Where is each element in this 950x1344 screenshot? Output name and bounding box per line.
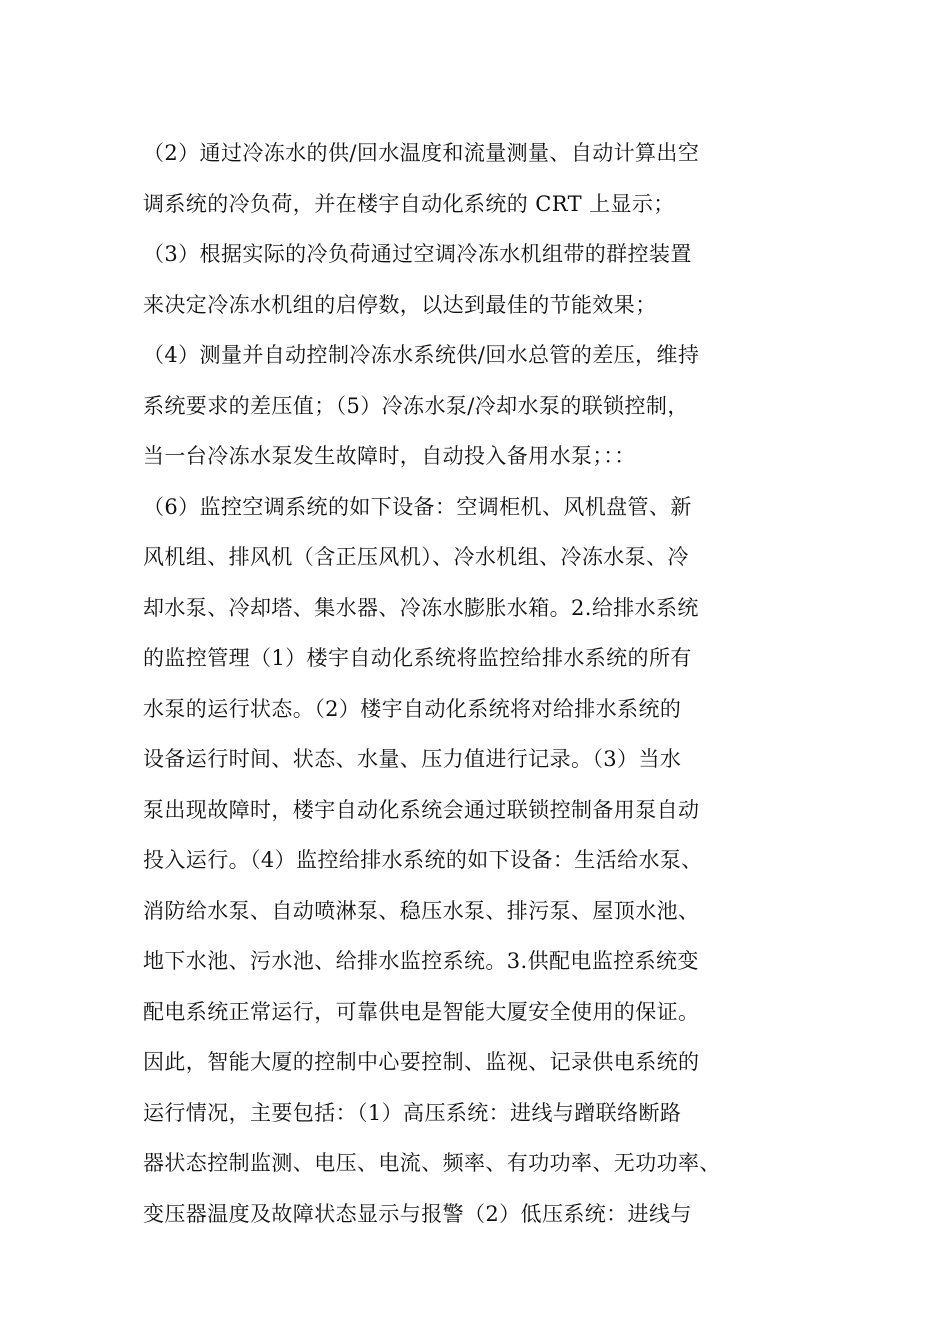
text-line: 设备运行时间、状态、水量、压力值进行记录。（3）当水 xyxy=(143,747,682,771)
text-line: 配电系统正常运行，可靠供电是智能大厦安全使用的保证。 xyxy=(143,999,700,1024)
text-line: 调系统的冷负荷，并在楼宇自动化系统的 CRT 上显示； xyxy=(143,191,675,216)
text-line: 的监控管理（1）楼宇自动化系统将监控给排水系统的所有 xyxy=(143,646,692,670)
text-line: 消防给水泵、自动喷淋泵、稳压水泵、排污泵、屋顶水池、 xyxy=(143,898,700,923)
text-line: （4）测量并自动控制冷冻水系统供/回水总管的差压，维持 xyxy=(143,343,700,367)
text-line: 运行情况，主要包括：（1）高压系统：进线与蹭联络断路 xyxy=(143,1100,682,1125)
text-line: 当一台冷冻水泵发生故障时，自动投入备用水泵；：： xyxy=(143,444,636,468)
text-line: 变压器温度及故障状态显示与报警（2）低压系统：进线与 xyxy=(143,1201,692,1226)
text-line: 却水泵、冷却塔、集水器、冷冻水膨胀水箱。2.给排水系统 xyxy=(143,595,699,620)
text-line: 器状态控制监测、电压、电流、频率、有功功率、无功功率、 xyxy=(143,1151,721,1175)
body-text xyxy=(143,128,833,1239)
text-line: 地下水池、污水池、给排水监控系统。3.供配电监控系统变 xyxy=(143,949,699,973)
text-line: （6）监控空调系统的如下设备：空调柜机、风机盘管、新 xyxy=(143,494,692,519)
text-line: 风机组、排风机（含正压风机）、冷水机组、冷冻水泵、冷 xyxy=(143,545,689,569)
text-line: 水泵的运行状态。（2）楼宇自动化系统将对给排水系统的 xyxy=(143,696,682,721)
text-line: 系统要求的差压值；（5）冷冻水泵/冷却水泵的联锁控制， xyxy=(143,393,689,418)
text-line: 泵出现故障时，楼宇自动化系统会通过联锁控制备用泵自动 xyxy=(143,797,700,822)
text-line: （3）根据实际的冷负荷通过空调冷冻水机组带的群控装置 xyxy=(143,242,692,266)
text-line: 因此，智能大厦的控制中心要控制、监视、记录供电系统的 xyxy=(143,1050,700,1074)
text-line: 来决定冷冻水机组的启停数，以达到最佳的节能效果； xyxy=(143,292,657,317)
text-line: 投入运行。（4）监控给排水系统的如下设备：生活给水泵、 xyxy=(143,848,703,872)
text-line: （2）通过冷冻水的供/回水温度和流量测量、自动计算出空 xyxy=(143,141,700,165)
